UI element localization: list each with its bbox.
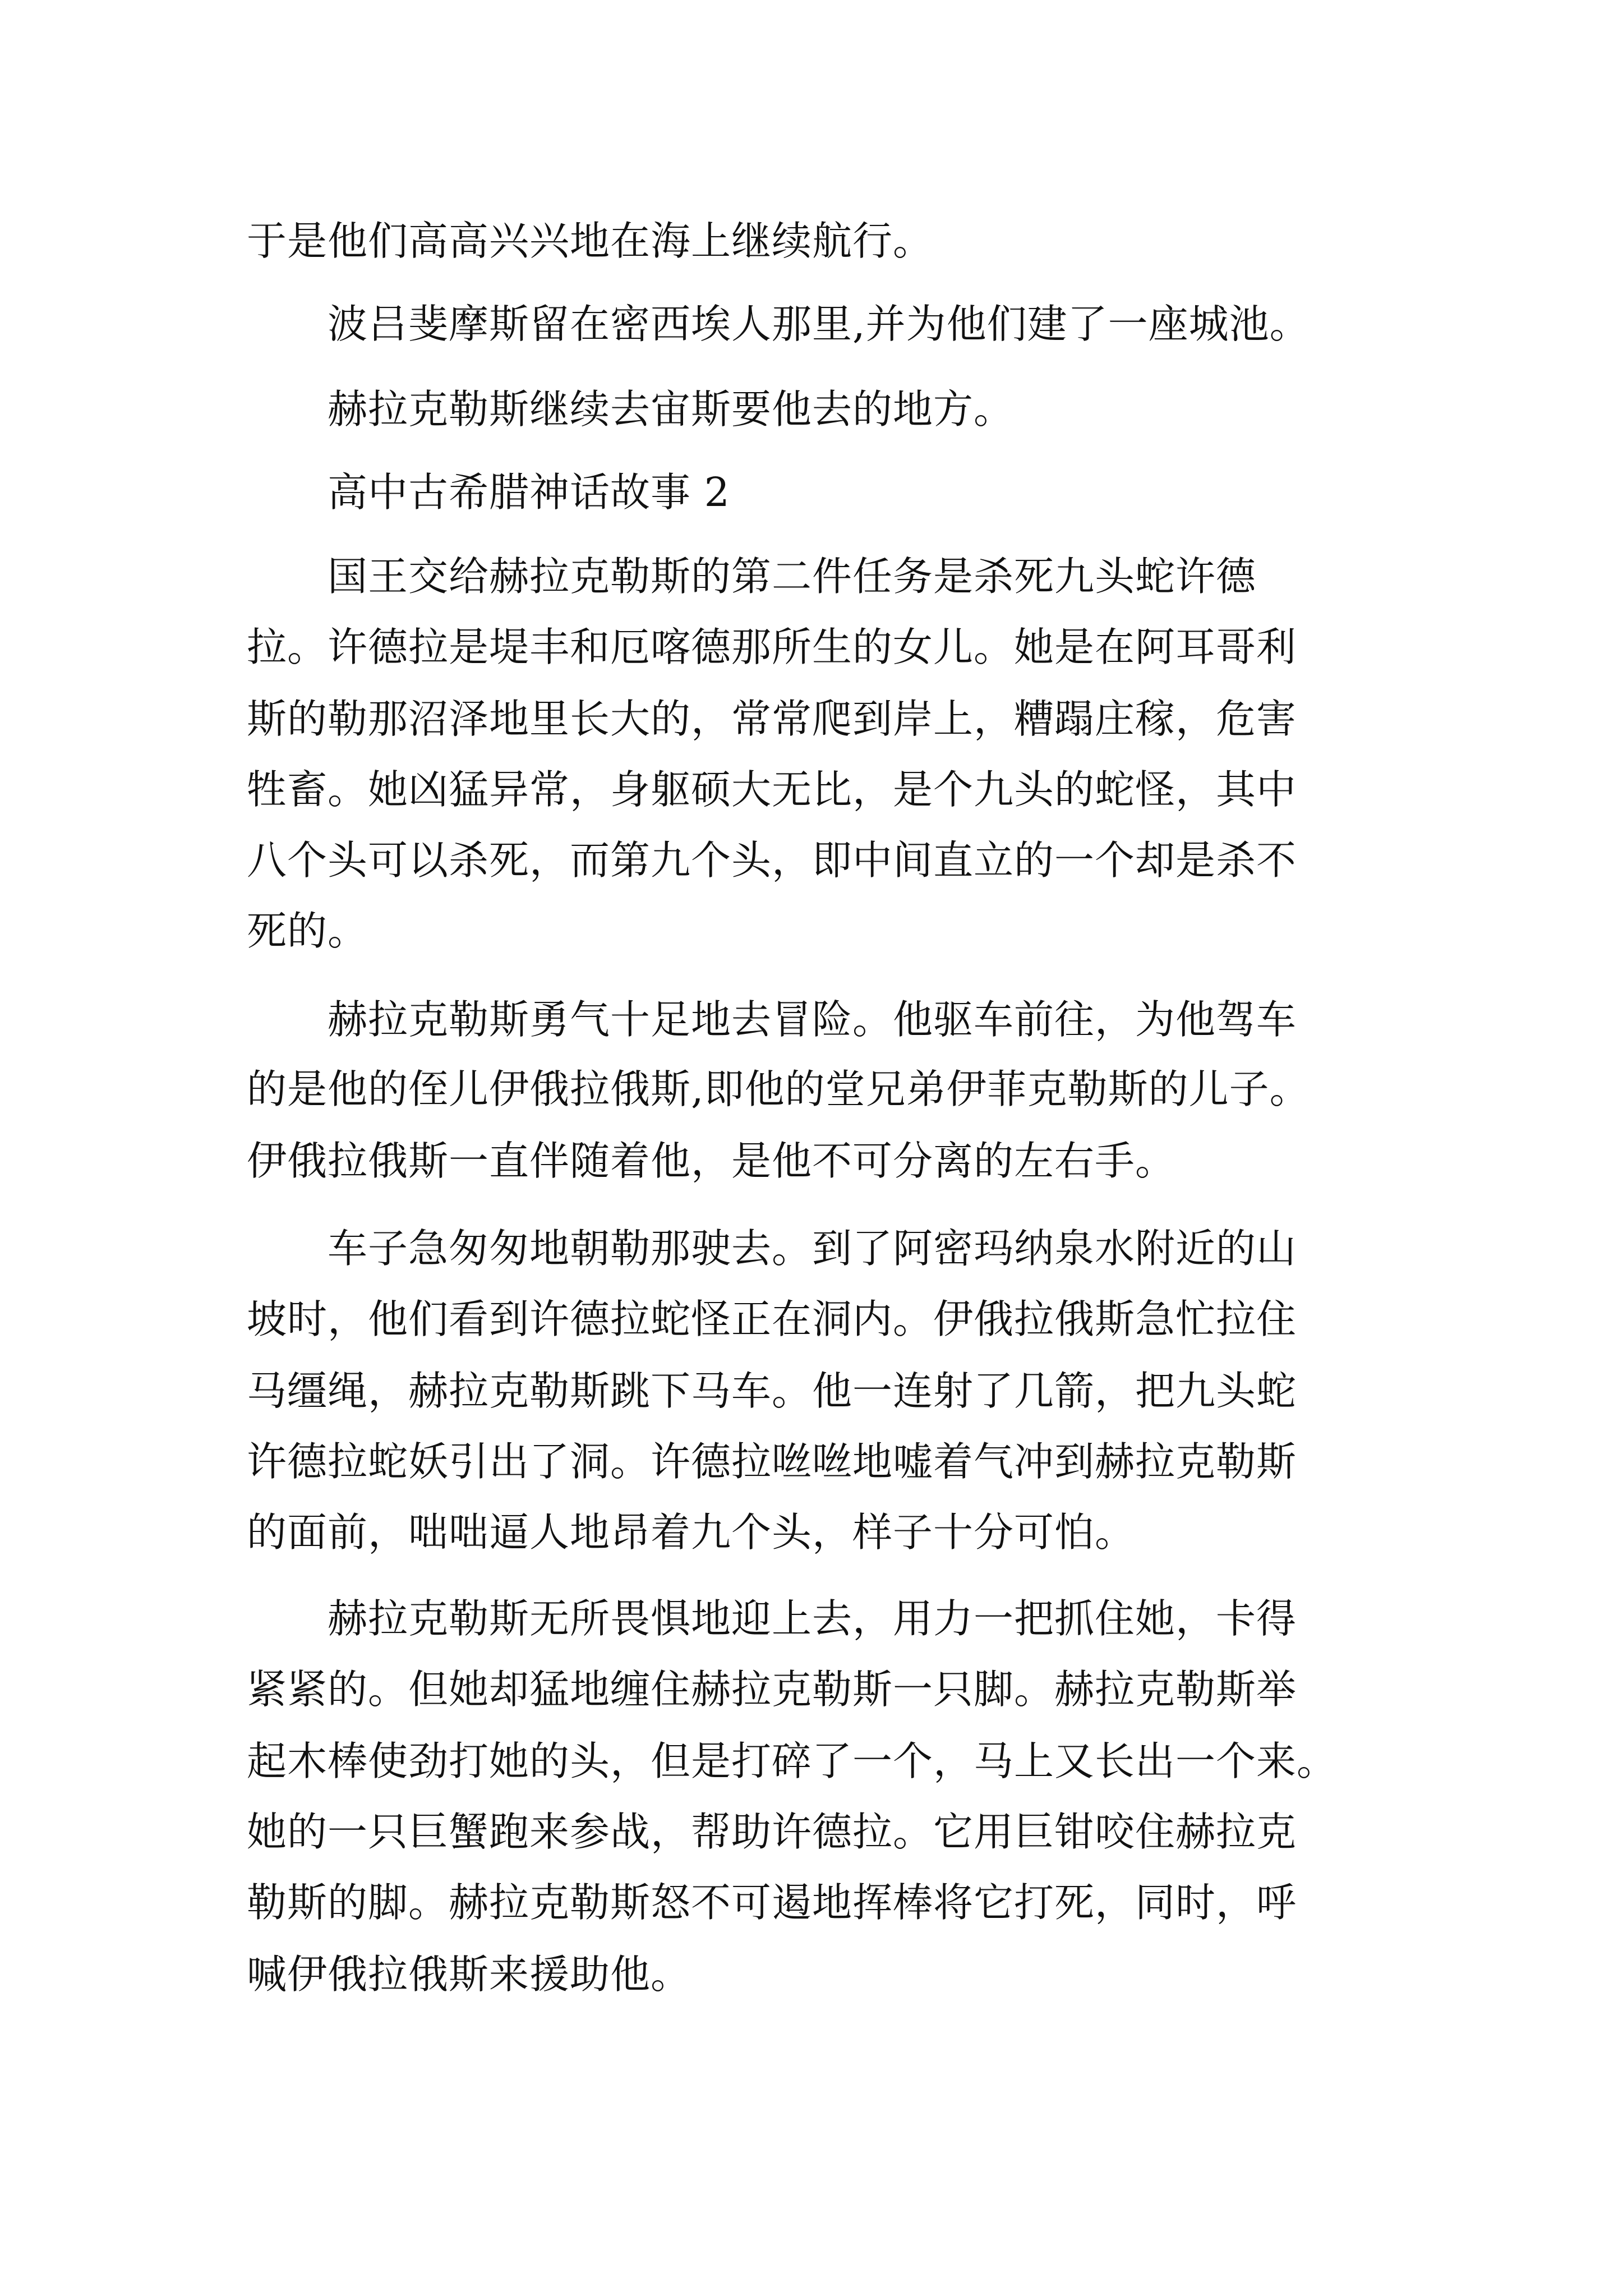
text-line: 喊伊俄拉俄斯来援助他。 (247, 1951, 691, 1998)
text-line: 的面前，咄咄逼人地昂着九个头，样子十分可怕。 (247, 1509, 1136, 1556)
text-line: 马缰绳，赫拉克勒斯跳下马车。他一连射了几箭，把九头蛇 (247, 1368, 1297, 1414)
text-line: 于是他们高高兴兴地在海上继续航行。 (247, 218, 934, 264)
text-line: 伊俄拉俄斯一直伴随着他，是他不可分离的左右手。 (247, 1138, 1176, 1184)
text-line: 拉。许德拉是堤丰和厄喀德那所生的女儿。她是在阿耳哥利 (247, 624, 1297, 670)
text-line: 坡时，他们看到许德拉蛇怪正在洞内。伊俄拉俄斯急忙拉住 (247, 1296, 1297, 1342)
text-line: 许德拉蛇妖引出了洞。许德拉咝咝地嘘着气冲到赫拉克勒斯 (247, 1438, 1297, 1485)
text-line: 赫拉克勒斯勇气十足地去冒险。他驱车前往，为他驾车 (328, 996, 1297, 1043)
text-line: 八个头可以杀死，而第九个头，即中间直立的一个却是杀不 (247, 837, 1297, 884)
text-line: 勒斯的脚。赫拉克勒斯怒不可遏地挥棒将它打死，同时，呼 (247, 1879, 1297, 1926)
text-line: 死的。 (247, 908, 368, 954)
text-line: 的是他的侄儿伊俄拉俄斯,即他的堂兄弟伊菲克勒斯的儿子。 (247, 1066, 1310, 1112)
text-line: 国王交给赫拉克勒斯的第二件任务是杀死九头蛇许德 (328, 553, 1257, 600)
section-heading: 高中古希腊神话故事 2 (328, 469, 730, 516)
text-line: 起木棒使劲打她的头，但是打碎了一个，马上又长出一个来。 (247, 1738, 1338, 1784)
text-line: 斯的勒那沼泽地里长大的，常常爬到岸上，糟蹋庄稼，危害 (247, 696, 1297, 742)
text-line: 车子急匆匆地朝勒那驶去。到了阿密玛纳泉水附近的山 (328, 1225, 1297, 1272)
text-line: 牲畜。她凶猛异常，身躯硕大无比，是个九头的蛇怪，其中 (247, 766, 1297, 813)
text-line: 紧紧的。但她却猛地缠住赫拉克勒斯一只脚。赫拉克勒斯举 (247, 1666, 1297, 1713)
text-line: 她的一只巨蟹跑来参战，帮助许德拉。它用巨钳咬住赫拉克 (247, 1809, 1297, 1855)
text-line: 赫拉克勒斯无所畏惧地迎上去，用力一把抓住她，卡得 (328, 1595, 1297, 1642)
text-line: 赫拉克勒斯继续去宙斯要他去的地方。 (328, 386, 1015, 432)
text-line: 波吕斐摩斯留在密西埃人那里,并为他们建了一座城池。 (328, 301, 1310, 347)
